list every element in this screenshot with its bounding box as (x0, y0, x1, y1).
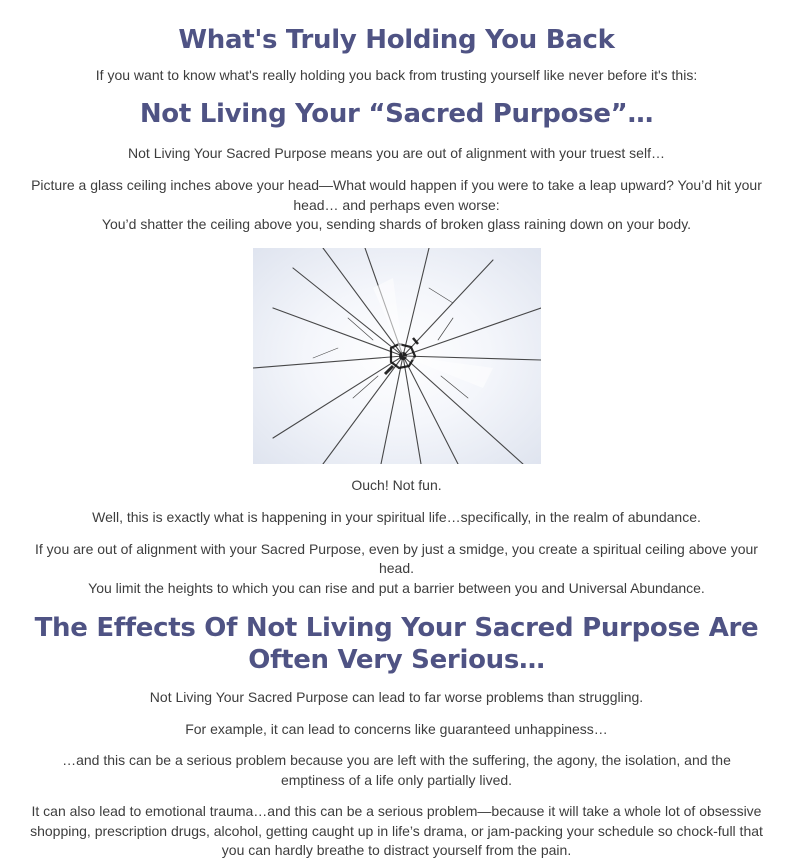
main-heading: What's Truly Holding You Back (178, 25, 615, 55)
spiritual-text: Well, this is exactly what is happening in your spiritual life…specifically, in the realm of abundance. (92, 509, 701, 525)
effects-heading: The Effects Of Not Living Your Sacred Purpose Are Often Very Serious… (34, 613, 759, 675)
trauma-text: It can also lead to emotional trauma…and this can be a serious problem—because it will take a whole lot of obsessive shopping, prescription drugs, alcohol, getting caught up in life’s drama, or jam-packing your schedule so chock-full that you can hardly breathe to distract yourself from the pain. (30, 803, 763, 858)
ceiling-text-line-2: You limit the heights to which you can rise and put a barrier between you and Universal Abundance. (88, 579, 705, 596)
worse-problems-text: Not Living Your Sacred Purpose can lead to far worse problems than struggling. (149, 689, 644, 705)
purpose-heading: Not Living Your “Sacred Purpose”… (139, 98, 654, 129)
shattered-glass-image (253, 248, 541, 464)
shattered-glass-icon (253, 248, 541, 464)
suffering-text: …and this can be a serious problem because you are left with the suffering, the agony, the isolation, and the emptiness of a life only partially lived. (62, 752, 731, 788)
example-text: For example, it can lead to concerns like guaranteed unhappiness… (185, 720, 608, 737)
intro-text: If you want to know what's really holding you back from trusting yourself like never before it's this: (95, 67, 698, 83)
picture-text-line-1: Picture a glass ceiling inches above your head—What would happen if you were to take a leap upward? You’d hit your head… and perhaps even worse: (31, 177, 762, 213)
picture-text-line-2: You’d shatter the ceiling above you, sending shards of broken glass raining down on your body. (101, 216, 692, 232)
alignment-text: Not Living Your Sacred Purpose means you are out of alignment with your truest self… (128, 144, 665, 161)
article (19, 0, 774, 861)
picture-text (19, 176, 774, 235)
ceiling-text (19, 540, 774, 599)
ceiling-text-line-1: If you are out of alignment with your Sacred Purpose, even by just a smidge, you create a spiritual ceiling above your head. (35, 540, 758, 576)
image-caption: Ouch! Not fun. (351, 476, 442, 493)
